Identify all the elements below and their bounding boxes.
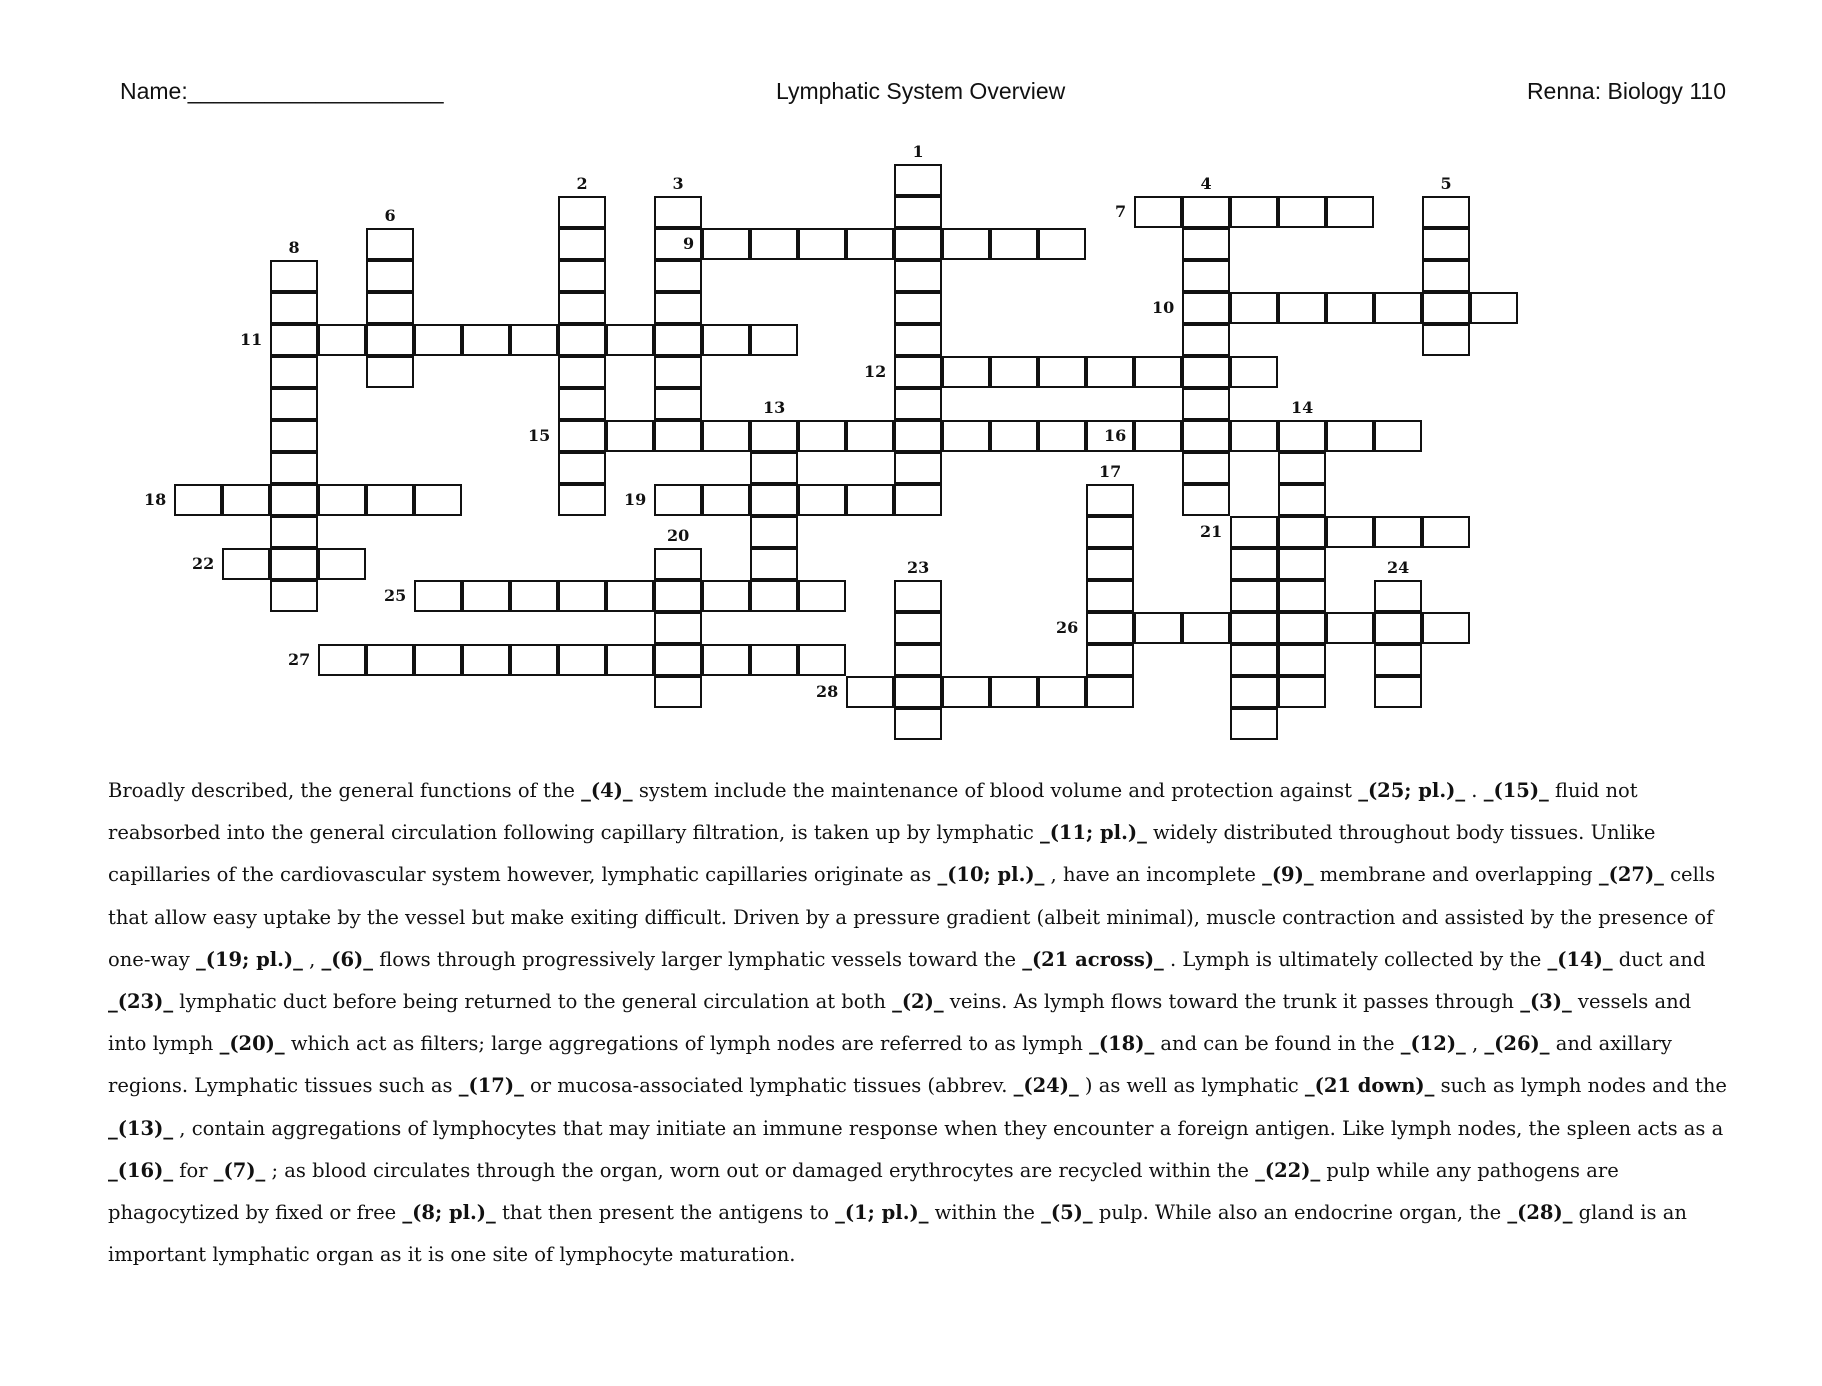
crossword-cell[interactable] bbox=[1182, 452, 1230, 484]
crossword-cell[interactable] bbox=[510, 644, 558, 676]
crossword-cell[interactable] bbox=[1470, 292, 1518, 324]
crossword-cell[interactable] bbox=[1374, 516, 1422, 548]
crossword-cell[interactable] bbox=[654, 356, 702, 388]
passage-text: widely distributed throughout body tissues. Unlike bbox=[1146, 821, 1656, 845]
blank-reference: _(3)_ bbox=[1520, 989, 1572, 1013]
crossword-cell[interactable] bbox=[1326, 196, 1374, 228]
crossword-cell[interactable] bbox=[510, 580, 558, 612]
crossword-cell[interactable] bbox=[846, 420, 894, 452]
crossword-cell[interactable] bbox=[318, 644, 366, 676]
crossword-cell[interactable] bbox=[1230, 420, 1278, 452]
passage-text: cells bbox=[1663, 863, 1716, 887]
passage-text: vessels and bbox=[1571, 989, 1692, 1013]
crossword-cell[interactable] bbox=[1230, 676, 1278, 708]
crossword-cell[interactable] bbox=[174, 484, 222, 516]
passage-text: pulp while any pathogens are bbox=[1320, 1158, 1619, 1182]
clue-number-13: 13 bbox=[763, 398, 786, 417]
passage-text: fluid not bbox=[1548, 779, 1638, 802]
passage-text: which act as filters; large aggregations of lymph nodes are referred to as lymph bbox=[284, 1032, 1090, 1056]
crossword-cell[interactable] bbox=[558, 228, 606, 260]
crossword-cell[interactable] bbox=[990, 420, 1038, 452]
crossword-cell[interactable] bbox=[1230, 548, 1278, 580]
crossword-cell[interactable] bbox=[1278, 484, 1326, 516]
crossword-cell[interactable] bbox=[318, 548, 366, 580]
crossword-cell[interactable] bbox=[942, 420, 990, 452]
crossword-cell[interactable] bbox=[1086, 484, 1134, 516]
clue-number-19: 19 bbox=[624, 490, 647, 509]
crossword-cell[interactable] bbox=[942, 228, 990, 260]
crossword-cell[interactable] bbox=[798, 644, 846, 676]
crossword-cell[interactable] bbox=[366, 356, 414, 388]
crossword-cell[interactable] bbox=[1422, 196, 1470, 228]
crossword-cell[interactable] bbox=[702, 228, 750, 260]
passage-text: reabsorbed into the general circulation following capillary filtration, is taken up by lymphatic bbox=[108, 821, 1040, 845]
crossword-cell[interactable] bbox=[606, 644, 654, 676]
crossword-cell[interactable] bbox=[894, 292, 942, 324]
clue-number-28: 28 bbox=[816, 682, 839, 701]
fill-in-passage bbox=[108, 770, 1748, 1276]
clue-number-26: 26 bbox=[1056, 618, 1079, 637]
passage-text: ) as well as lymphatic bbox=[1078, 1074, 1305, 1098]
passage-text: system include the maintenance of blood volume and protection against bbox=[632, 779, 1359, 802]
crossword-cell[interactable] bbox=[654, 484, 702, 516]
crossword-cell[interactable] bbox=[1182, 260, 1230, 292]
crossword-cell[interactable] bbox=[1326, 292, 1374, 324]
clue-number-23: 23 bbox=[907, 558, 930, 577]
crossword-cell[interactable] bbox=[462, 324, 510, 356]
crossword-cell[interactable] bbox=[894, 452, 942, 484]
crossword-cell[interactable] bbox=[558, 324, 606, 356]
passage-text: and axillary bbox=[1549, 1032, 1672, 1056]
passage-text: and can be found in the bbox=[1154, 1032, 1401, 1056]
passage-text: . Lymph is ultimately collected by the bbox=[1163, 947, 1548, 971]
crossword-cell[interactable] bbox=[750, 548, 798, 580]
crossword-cell[interactable] bbox=[798, 580, 846, 612]
clue-number-14: 14 bbox=[1291, 398, 1314, 417]
crossword-cell[interactable] bbox=[654, 548, 702, 580]
crossword-cell[interactable] bbox=[270, 580, 318, 612]
crossword-cell[interactable] bbox=[1038, 420, 1086, 452]
blank-reference: _(11; pl.)_ bbox=[1039, 821, 1147, 845]
crossword-cell[interactable] bbox=[1182, 484, 1230, 516]
crossword-cell[interactable] bbox=[1086, 612, 1134, 644]
crossword-cell[interactable] bbox=[1086, 676, 1134, 708]
crossword-cell[interactable] bbox=[270, 420, 318, 452]
crossword-cell[interactable] bbox=[414, 644, 462, 676]
blank-reference: _(8; pl.)_ bbox=[402, 1200, 496, 1224]
crossword-cell[interactable] bbox=[1038, 356, 1086, 388]
passage-text: , contain aggregations of lymphocytes that may initiate an immune response when they encounter a foreign antigen. Like lymph nodes, the spleen acts as a bbox=[173, 1116, 1724, 1140]
crossword-cell[interactable] bbox=[1422, 260, 1470, 292]
crossword-cell[interactable] bbox=[1230, 708, 1278, 740]
clue-number-15: 15 bbox=[528, 426, 551, 445]
crossword-cell[interactable] bbox=[894, 644, 942, 676]
passage-text: . bbox=[1465, 779, 1484, 802]
blank-reference: _(15)_ bbox=[1483, 779, 1549, 802]
clue-number-4: 4 bbox=[1200, 174, 1212, 193]
crossword-cell[interactable] bbox=[702, 580, 750, 612]
blank-reference: _(25; pl.)_ bbox=[1358, 779, 1466, 802]
crossword-cell[interactable] bbox=[1086, 644, 1134, 676]
crossword-cell[interactable] bbox=[1278, 292, 1326, 324]
crossword-cell[interactable] bbox=[558, 452, 606, 484]
passage-line bbox=[108, 1192, 1748, 1234]
blank-reference: _(20)_ bbox=[219, 1032, 285, 1056]
crossword-cell[interactable] bbox=[1278, 644, 1326, 676]
crossword-cell[interactable] bbox=[1230, 356, 1278, 388]
passage-text: phagocytized by fixed or free bbox=[108, 1200, 403, 1224]
blank-reference: _(28)_ bbox=[1507, 1200, 1573, 1224]
crossword-cell[interactable] bbox=[270, 260, 318, 292]
blank-reference: _(18)_ bbox=[1089, 1032, 1155, 1056]
crossword-cell[interactable] bbox=[1278, 452, 1326, 484]
crossword-cell[interactable] bbox=[366, 292, 414, 324]
crossword-cell[interactable] bbox=[990, 356, 1038, 388]
clue-number-12: 12 bbox=[864, 362, 887, 381]
crossword-cell[interactable] bbox=[318, 324, 366, 356]
passage-line bbox=[108, 1023, 1748, 1065]
crossword-cell[interactable] bbox=[1422, 612, 1470, 644]
crossword-cell[interactable] bbox=[270, 516, 318, 548]
crossword-cell[interactable] bbox=[1230, 580, 1278, 612]
passage-line bbox=[108, 812, 1748, 854]
crossword-cell[interactable] bbox=[894, 420, 942, 452]
crossword-cell[interactable] bbox=[846, 228, 894, 260]
crossword-cell[interactable] bbox=[654, 580, 702, 612]
crossword-cell[interactable] bbox=[1038, 228, 1086, 260]
crossword-cell[interactable] bbox=[1278, 516, 1326, 548]
passage-text: important lymphatic organ as it is one site of lymphocyte maturation. bbox=[108, 1243, 796, 1267]
passage-line bbox=[108, 981, 1748, 1023]
blank-reference: _(6)_ bbox=[321, 947, 374, 971]
blank-reference: _(24)_ bbox=[1013, 1074, 1079, 1098]
passage-text: regions. Lymphatic tissues such as bbox=[108, 1074, 459, 1098]
crossword-cell[interactable] bbox=[1374, 292, 1422, 324]
crossword-cell[interactable] bbox=[558, 388, 606, 420]
blank-reference: _(22)_ bbox=[1255, 1158, 1321, 1182]
crossword-cell[interactable] bbox=[654, 676, 702, 708]
crossword-cell[interactable] bbox=[1422, 228, 1470, 260]
crossword-cell[interactable] bbox=[558, 420, 606, 452]
crossword-cell[interactable] bbox=[1374, 580, 1422, 612]
crossword-cell[interactable] bbox=[1182, 228, 1230, 260]
crossword-cell[interactable] bbox=[366, 484, 414, 516]
crossword-cell[interactable] bbox=[1230, 612, 1278, 644]
crossword-cell[interactable] bbox=[654, 324, 702, 356]
crossword-cell[interactable] bbox=[894, 164, 942, 196]
passage-text: within the bbox=[928, 1200, 1042, 1224]
passage-text: pulp. While also an endocrine organ, the bbox=[1092, 1200, 1508, 1224]
blank-reference: _(5)_ bbox=[1041, 1200, 1093, 1224]
passage-text: ; as blood circulates through the organ, worn out or damaged erythrocytes are recycled within the bbox=[265, 1158, 1256, 1182]
crossword-cell[interactable] bbox=[654, 644, 702, 676]
crossword-cell[interactable] bbox=[1086, 548, 1134, 580]
crossword-cell[interactable] bbox=[606, 324, 654, 356]
crossword-cell[interactable] bbox=[654, 388, 702, 420]
blank-reference: _(27)_ bbox=[1598, 863, 1664, 887]
crossword-cell[interactable] bbox=[990, 676, 1038, 708]
crossword-cell[interactable] bbox=[1134, 196, 1182, 228]
crossword-cell[interactable] bbox=[1326, 420, 1374, 452]
crossword-cell[interactable] bbox=[1182, 388, 1230, 420]
crossword-cell[interactable] bbox=[702, 420, 750, 452]
passage-text: one-way bbox=[108, 947, 196, 971]
passage-text: gland is an bbox=[1572, 1200, 1687, 1224]
crossword-cell[interactable] bbox=[558, 292, 606, 324]
course-label: Renna: Biology 110 bbox=[1526, 78, 1726, 104]
passage-text: such as lymph nodes and the bbox=[1434, 1074, 1727, 1098]
crossword-cell[interactable] bbox=[1134, 356, 1182, 388]
crossword-cell[interactable] bbox=[462, 644, 510, 676]
crossword-cell[interactable] bbox=[894, 612, 942, 644]
passage-line bbox=[108, 1108, 1748, 1150]
crossword-cell[interactable] bbox=[1422, 516, 1470, 548]
passage-line bbox=[108, 770, 1748, 812]
clue-number-25: 25 bbox=[384, 586, 407, 605]
crossword-cell[interactable] bbox=[1182, 196, 1230, 228]
blank-reference: _(10; pl.)_ bbox=[937, 863, 1045, 887]
clue-number-27: 27 bbox=[288, 650, 311, 669]
passage-text: , bbox=[1465, 1032, 1485, 1056]
blank-reference: _(14)_ bbox=[1547, 947, 1613, 971]
passage-text: that then present the antigens to bbox=[495, 1200, 836, 1224]
crossword-cell[interactable] bbox=[1134, 612, 1182, 644]
crossword-cell[interactable] bbox=[1278, 548, 1326, 580]
clue-number-1: 1 bbox=[912, 142, 924, 161]
clue-number-5: 5 bbox=[1440, 174, 1452, 193]
blank-reference: _(7)_ bbox=[213, 1158, 266, 1182]
passage-line bbox=[108, 854, 1748, 896]
blank-reference: _(12)_ bbox=[1400, 1032, 1466, 1056]
clue-number-16: 16 bbox=[1104, 426, 1127, 445]
crossword-cell[interactable] bbox=[222, 484, 270, 516]
passage-text: Broadly described, the general functions of the bbox=[108, 779, 582, 802]
crossword-cell[interactable] bbox=[942, 676, 990, 708]
blank-reference: _(2)_ bbox=[892, 989, 944, 1013]
blank-reference: _(21 down)_ bbox=[1304, 1074, 1435, 1098]
crossword-cell[interactable] bbox=[894, 388, 942, 420]
crossword-cell[interactable] bbox=[1278, 676, 1326, 708]
crossword-cell[interactable] bbox=[558, 484, 606, 516]
crossword-cell[interactable] bbox=[894, 228, 942, 260]
blank-reference: _(13)_ bbox=[108, 1116, 174, 1140]
crossword-cell[interactable] bbox=[1038, 676, 1086, 708]
crossword-cell[interactable] bbox=[750, 452, 798, 484]
crossword-cell[interactable] bbox=[1326, 612, 1374, 644]
blank-reference: _(9)_ bbox=[1262, 863, 1314, 887]
blank-reference: _(1; pl.)_ bbox=[835, 1200, 929, 1224]
crossword-cell[interactable] bbox=[1086, 516, 1134, 548]
crossword-cell[interactable] bbox=[1182, 356, 1230, 388]
passage-text: lymphatic duct before being returned to the general circulation at both bbox=[173, 989, 893, 1013]
crossword-cell[interactable] bbox=[750, 484, 798, 516]
crossword-cell[interactable] bbox=[654, 260, 702, 292]
crossword-cell[interactable] bbox=[1230, 516, 1278, 548]
name-label: Name:____________________ bbox=[120, 78, 444, 104]
crossword-cell[interactable] bbox=[750, 228, 798, 260]
crossword-cell[interactable] bbox=[750, 580, 798, 612]
crossword-cell[interactable] bbox=[366, 260, 414, 292]
crossword-cell[interactable] bbox=[1278, 420, 1326, 452]
crossword-cell[interactable] bbox=[1326, 516, 1374, 548]
crossword-cell[interactable] bbox=[894, 356, 942, 388]
crossword-cell[interactable] bbox=[558, 196, 606, 228]
crossword-cell[interactable] bbox=[1374, 612, 1422, 644]
crossword-cell[interactable] bbox=[1278, 612, 1326, 644]
blank-reference: _(19; pl.)_ bbox=[195, 947, 303, 971]
blank-reference: _(26)_ bbox=[1484, 1032, 1550, 1056]
crossword-cell[interactable] bbox=[894, 260, 942, 292]
clue-number-11: 11 bbox=[240, 330, 263, 349]
clue-number-17: 17 bbox=[1099, 462, 1122, 481]
crossword-cell[interactable] bbox=[1134, 420, 1182, 452]
crossword-cell[interactable] bbox=[270, 324, 318, 356]
crossword-cell[interactable] bbox=[1278, 580, 1326, 612]
passage-text: , have an incomplete bbox=[1044, 863, 1263, 887]
crossword-cell[interactable] bbox=[606, 580, 654, 612]
clue-number-18: 18 bbox=[144, 490, 167, 509]
clue-number-21: 21 bbox=[1200, 522, 1223, 541]
crossword-cell[interactable] bbox=[894, 580, 942, 612]
crossword-cell[interactable] bbox=[750, 644, 798, 676]
crossword-cell[interactable] bbox=[798, 420, 846, 452]
crossword-cell[interactable] bbox=[846, 676, 894, 708]
clue-number-24: 24 bbox=[1387, 558, 1410, 577]
passage-text: that allow easy uptake by the vessel but make exiting difficult. Driven by a pressure gradient (albeit minimal), muscle contraction and assisted by the presence of bbox=[108, 905, 1714, 929]
crossword-cell[interactable] bbox=[1182, 324, 1230, 356]
blank-reference: _(23)_ bbox=[108, 989, 174, 1013]
crossword-cell[interactable] bbox=[750, 516, 798, 548]
passage-line bbox=[108, 1150, 1748, 1192]
crossword-cell[interactable] bbox=[750, 324, 798, 356]
passage-text: into lymph bbox=[108, 1032, 220, 1056]
crossword-cell[interactable] bbox=[1182, 612, 1230, 644]
passage-text: membrane and overlapping bbox=[1313, 863, 1599, 887]
crossword-cell[interactable] bbox=[1086, 580, 1134, 612]
passage-line bbox=[108, 1065, 1748, 1107]
crossword-cell[interactable] bbox=[1422, 324, 1470, 356]
crossword-cell[interactable] bbox=[318, 484, 366, 516]
passage-line bbox=[108, 897, 1748, 939]
passage-text: duct and bbox=[1612, 947, 1706, 971]
clue-number-6: 6 bbox=[384, 206, 396, 225]
crossword-cell[interactable] bbox=[270, 484, 318, 516]
passage-text: veins. As lymph flows toward the trunk it passes through bbox=[943, 989, 1521, 1013]
blank-reference: _(4)_ bbox=[581, 779, 633, 802]
crossword-cell[interactable] bbox=[270, 388, 318, 420]
crossword-cell[interactable] bbox=[558, 644, 606, 676]
crossword-cell[interactable] bbox=[1374, 420, 1422, 452]
crossword-cell[interactable] bbox=[702, 484, 750, 516]
crossword-cell[interactable] bbox=[894, 484, 942, 516]
blank-reference: _(21 across)_ bbox=[1022, 947, 1164, 971]
crossword-cell[interactable] bbox=[1230, 644, 1278, 676]
crossword-cell[interactable] bbox=[1374, 644, 1422, 676]
crossword-cell[interactable] bbox=[1230, 292, 1278, 324]
passage-text: or mucosa-associated lymphatic tissues (abbrev. bbox=[523, 1074, 1014, 1098]
crossword-cell[interactable] bbox=[894, 324, 942, 356]
crossword-cell[interactable] bbox=[462, 580, 510, 612]
clue-number-20: 20 bbox=[667, 526, 690, 545]
crossword-cell[interactable] bbox=[654, 196, 702, 228]
crossword-cell[interactable] bbox=[270, 452, 318, 484]
crossword-cell[interactable] bbox=[894, 676, 942, 708]
crossword-cell[interactable] bbox=[1182, 292, 1230, 324]
clue-number-22: 22 bbox=[192, 554, 215, 573]
crossword-cell[interactable] bbox=[414, 580, 462, 612]
crossword-cell[interactable] bbox=[894, 196, 942, 228]
passage-text: flows through progressively larger lymphatic vessels toward the bbox=[373, 947, 1023, 971]
crossword-cell[interactable] bbox=[654, 420, 702, 452]
crossword-cell[interactable] bbox=[990, 228, 1038, 260]
passage-line bbox=[108, 939, 1748, 981]
crossword-cell[interactable] bbox=[270, 548, 318, 580]
clue-number-2: 2 bbox=[576, 174, 588, 193]
crossword-cell[interactable] bbox=[750, 420, 798, 452]
crossword-cell[interactable] bbox=[942, 356, 990, 388]
crossword-cell[interactable] bbox=[846, 484, 894, 516]
crossword-cell[interactable] bbox=[222, 548, 270, 580]
crossword-cell[interactable] bbox=[270, 356, 318, 388]
crossword-cell[interactable] bbox=[1278, 196, 1326, 228]
crossword-cell[interactable] bbox=[1086, 356, 1134, 388]
clue-number-9: 9 bbox=[683, 234, 695, 253]
crossword-cell[interactable] bbox=[798, 484, 846, 516]
crossword-cell[interactable] bbox=[654, 292, 702, 324]
crossword-cell[interactable] bbox=[606, 420, 654, 452]
crossword-cell[interactable] bbox=[558, 580, 606, 612]
crossword-cell[interactable] bbox=[558, 260, 606, 292]
clue-number-8: 8 bbox=[288, 238, 300, 257]
crossword-cell[interactable] bbox=[654, 612, 702, 644]
blank-reference: _(16)_ bbox=[108, 1158, 174, 1182]
crossword-cell[interactable] bbox=[1374, 676, 1422, 708]
passage-line bbox=[108, 1234, 1748, 1276]
crossword-cell[interactable] bbox=[414, 484, 462, 516]
crossword-cell[interactable] bbox=[366, 644, 414, 676]
crossword-cell[interactable] bbox=[558, 356, 606, 388]
clue-number-10: 10 bbox=[1152, 298, 1175, 317]
clue-number-3: 3 bbox=[672, 174, 684, 193]
page-title: Lymphatic System Overview bbox=[776, 78, 1066, 104]
crossword-cell[interactable] bbox=[270, 292, 318, 324]
crossword-cell[interactable] bbox=[702, 644, 750, 676]
passage-text: for bbox=[173, 1158, 214, 1182]
crossword-cell[interactable] bbox=[1422, 292, 1470, 324]
crossword-cell[interactable] bbox=[1182, 420, 1230, 452]
crossword-cell[interactable] bbox=[366, 324, 414, 356]
crossword-cell[interactable] bbox=[510, 324, 558, 356]
crossword-cell[interactable] bbox=[798, 228, 846, 260]
passage-text: , bbox=[302, 947, 322, 971]
crossword-cell[interactable] bbox=[654, 228, 702, 260]
crossword-cell[interactable] bbox=[894, 708, 942, 740]
crossword-cell[interactable] bbox=[1230, 196, 1278, 228]
crossword-cell[interactable] bbox=[414, 324, 462, 356]
passage-text: capillaries of the cardiovascular system however, lymphatic capillaries originate as bbox=[108, 863, 938, 887]
clue-number-7: 7 bbox=[1115, 202, 1127, 221]
crossword-cell[interactable] bbox=[702, 324, 750, 356]
blank-reference: _(17)_ bbox=[458, 1074, 524, 1098]
crossword-cell[interactable] bbox=[366, 228, 414, 260]
